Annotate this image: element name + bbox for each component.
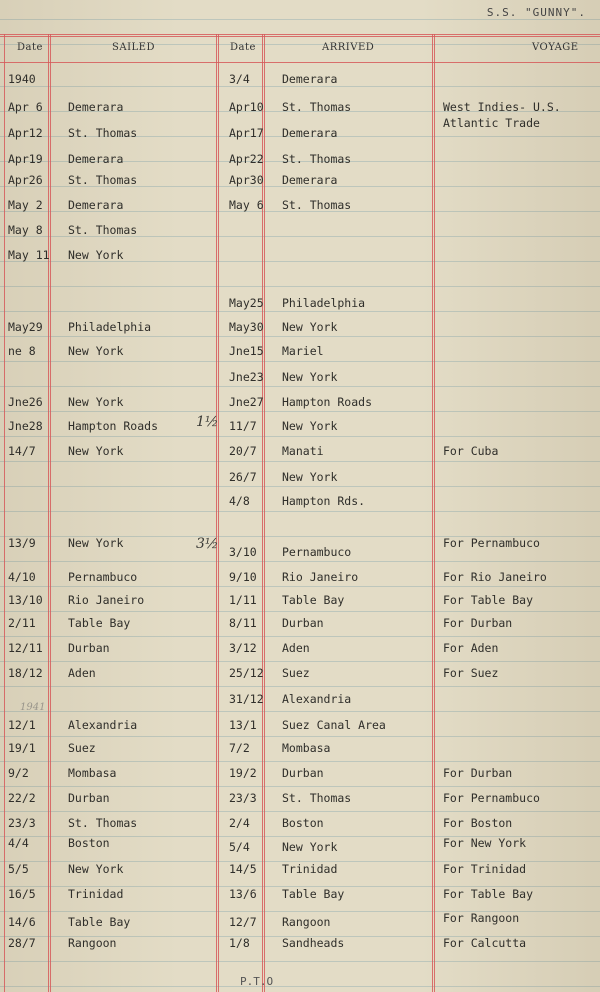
faint-year-note: 1941 [20,702,46,713]
sailed-date: 1940 [8,72,36,86]
sailed-port: Pernambuco [68,570,138,584]
voyage-note: For Table Bay [443,887,534,901]
sailed-port: Rangoon [68,936,117,950]
sailed-date: Jne28 [8,419,43,433]
arrived-date: 9/10 [229,570,257,584]
voyage-note: For Pernambuco [443,536,540,550]
sailed-date: 22/2 [8,791,36,805]
sailed-port: Demerara [68,198,124,212]
arrived-port: Demerara [282,126,338,140]
arrived-date: Apr10 [229,100,264,114]
arrived-port: Demerara [282,72,338,86]
col-rule [218,34,219,992]
arrived-port: Table Bay [282,593,345,607]
sailed-date: May 11 [8,248,50,262]
sailed-date: 23/3 [8,816,36,830]
arrived-date: 3/10 [229,545,257,559]
arrived-date: Apr22 [229,152,264,166]
voyage-note: For Table Bay [443,593,534,607]
sailed-date: May 8 [8,223,43,237]
arrived-port: Alexandria [282,692,352,706]
header-bottom-rule [0,62,600,63]
voyage-note: For Cuba [443,444,499,458]
voyage-note: For Rio Janeiro [443,570,547,584]
sailed-port: Trinidad [68,887,124,901]
sailed-date: 4/10 [8,570,36,584]
arrived-port: St. Thomas [282,198,352,212]
sailed-port: St. Thomas [68,816,138,830]
arrived-port: Mariel [282,344,324,358]
page-footer: P.T.O [240,975,274,988]
arrived-date: 12/7 [229,915,257,929]
header-arrived: ARRIVED [322,42,375,53]
arrived-port: Pernambuco [282,545,352,559]
voyage-note: For Boston [443,816,513,830]
sailed-port: Demerara [68,152,124,166]
arrived-port: Hampton Roads [282,395,373,409]
voyage-note: For Suez [443,666,499,680]
sailed-date: 5/5 [8,862,29,876]
header-top-rule-2 [0,36,600,37]
voyage-note: For New York [443,836,527,850]
arrived-date: 25/12 [229,666,264,680]
arrived-date: 26/7 [229,470,257,484]
sailed-date: 28/7 [8,936,36,950]
arrived-port: Hampton Rds. [282,494,366,508]
sailed-port: St. Thomas [68,223,138,237]
header-date-arrived: Date [230,42,256,53]
sailed-port: New York [68,395,124,409]
sailed-port: New York [68,862,124,876]
arrived-port: Boston [282,816,324,830]
arrived-port: Rio Janeiro [282,570,359,584]
arrived-date: Apr30 [229,173,264,187]
sailed-date: May29 [8,320,43,334]
voyage-note: For Rangoon [443,911,520,925]
arrived-date: 14/5 [229,862,257,876]
col-rule [264,34,265,992]
sailed-port: Philadelphia [68,320,152,334]
arrived-date: 13/6 [229,887,257,901]
arrived-date: 20/7 [229,444,257,458]
sailed-date: 12/1 [8,718,36,732]
sailed-port: St. Thomas [68,173,138,187]
col-rule [216,34,217,992]
sailed-port: Suez [68,741,96,755]
arrived-port: Suez [282,666,310,680]
sailed-date: 2/11 [8,616,36,630]
arrived-port: New York [282,470,338,484]
sailed-date: 13/9 [8,536,36,550]
header-voyage: VOYAGE [532,42,579,53]
arrived-date: 1/11 [229,593,257,607]
arrived-date: 3/4 [229,72,250,86]
sailed-port: Rio Janeiro [68,593,145,607]
arrived-date: 5/4 [229,840,250,854]
voyage-note: For Durban [443,766,513,780]
arrived-port: St. Thomas [282,100,352,114]
sailed-date: Apr19 [8,152,43,166]
header-sailed: SAILED [112,42,155,53]
arrived-date: May25 [229,296,264,310]
arrived-date: 8/11 [229,616,257,630]
arrived-port: Table Bay [282,887,345,901]
sailed-port: Durban [68,791,110,805]
ship-title: S.S. "GUNNY". [486,6,586,19]
sailed-date: 12/11 [8,641,43,655]
arrived-port: Durban [282,766,324,780]
arrived-date: 2/4 [229,816,250,830]
arrived-port: Aden [282,641,310,655]
voyage-note: For Durban [443,616,513,630]
col-rule [48,34,49,992]
arrived-date: 23/3 [229,791,257,805]
arrived-date: May30 [229,320,264,334]
arrived-port: St. Thomas [282,791,352,805]
sailed-port: Alexandria [68,718,138,732]
arrived-date: Apr17 [229,126,264,140]
sailed-date: 18/12 [8,666,43,680]
arrived-port: Durban [282,616,324,630]
arrived-port: Rangoon [282,915,331,929]
arrived-port: Mombasa [282,741,331,755]
sailed-date: May 2 [8,198,43,212]
voyage-note: For Pernambuco [443,791,540,805]
header-date-sailed: Date [17,42,43,53]
arrived-date: Jne23 [229,370,264,384]
sailed-port: St. Thomas [68,126,138,140]
arrived-port: St. Thomas [282,152,352,166]
sailed-date: 13/10 [8,593,43,607]
arrived-date: 19/2 [229,766,257,780]
arrived-port: New York [282,840,338,854]
arrived-port: Demerara [282,173,338,187]
sailed-port: Aden [68,666,96,680]
arrived-date: 13/1 [229,718,257,732]
arrived-port: Philadelphia [282,296,366,310]
arrived-port: New York [282,419,338,433]
sailed-port: Mombasa [68,766,117,780]
sailed-port: New York [68,344,124,358]
sailed-date: 9/2 [8,766,29,780]
arrived-date: 3/12 [229,641,257,655]
col-rule [50,34,51,992]
sailed-date: Apr26 [8,173,43,187]
arrived-port: Manati [282,444,324,458]
voyage-note: West Indies- U.S. [443,100,561,114]
arrived-date: Jne27 [229,395,264,409]
arrived-port: Suez Canal Area [282,718,386,732]
sailed-date: ne 8 [8,344,36,358]
arrived-date: 7/2 [229,741,250,755]
arrived-port: New York [282,370,338,384]
sailed-date: 14/7 [8,444,36,458]
arrived-date: Jne15 [229,344,264,358]
arrived-date: 11/7 [229,419,257,433]
sailed-date: 14/6 [8,915,36,929]
arrived-port: New York [282,320,338,334]
voyage-note: For Calcutta [443,936,527,950]
sailed-date: 16/5 [8,887,36,901]
sailed-port: New York [68,536,124,550]
handwritten-mark: 1½ [196,414,219,430]
sailed-port: Hampton Roads [68,419,159,433]
handwritten-mark: 3½ [196,536,219,552]
sailed-port: Table Bay [68,616,131,630]
sailed-date: 19/1 [8,741,36,755]
col-rule [432,34,433,992]
voyage-note: For Aden [443,641,499,655]
sailed-port: Demerara [68,100,124,114]
arrived-date: May 6 [229,198,264,212]
sailed-date: Jne26 [8,395,43,409]
col-rule [434,34,435,992]
arrived-date: 1/8 [229,936,250,950]
arrived-date: 4/8 [229,494,250,508]
sailed-port: Durban [68,641,110,655]
sailed-date: 4/4 [8,836,29,850]
col-rule [4,34,5,992]
arrived-port: Sandheads [282,936,345,950]
voyage-note: For Trinidad [443,862,527,876]
header-top-rule [0,34,600,35]
arrived-date: 31/12 [229,692,264,706]
sailed-port: Table Bay [68,915,131,929]
sailed-port: New York [68,248,124,262]
sailed-date: Apr 6 [8,100,43,114]
sailed-date: Apr12 [8,126,43,140]
sailed-port: Boston [68,836,110,850]
voyage-note: Atlantic Trade [443,116,540,130]
arrived-port: Trinidad [282,862,338,876]
sailed-port: New York [68,444,124,458]
